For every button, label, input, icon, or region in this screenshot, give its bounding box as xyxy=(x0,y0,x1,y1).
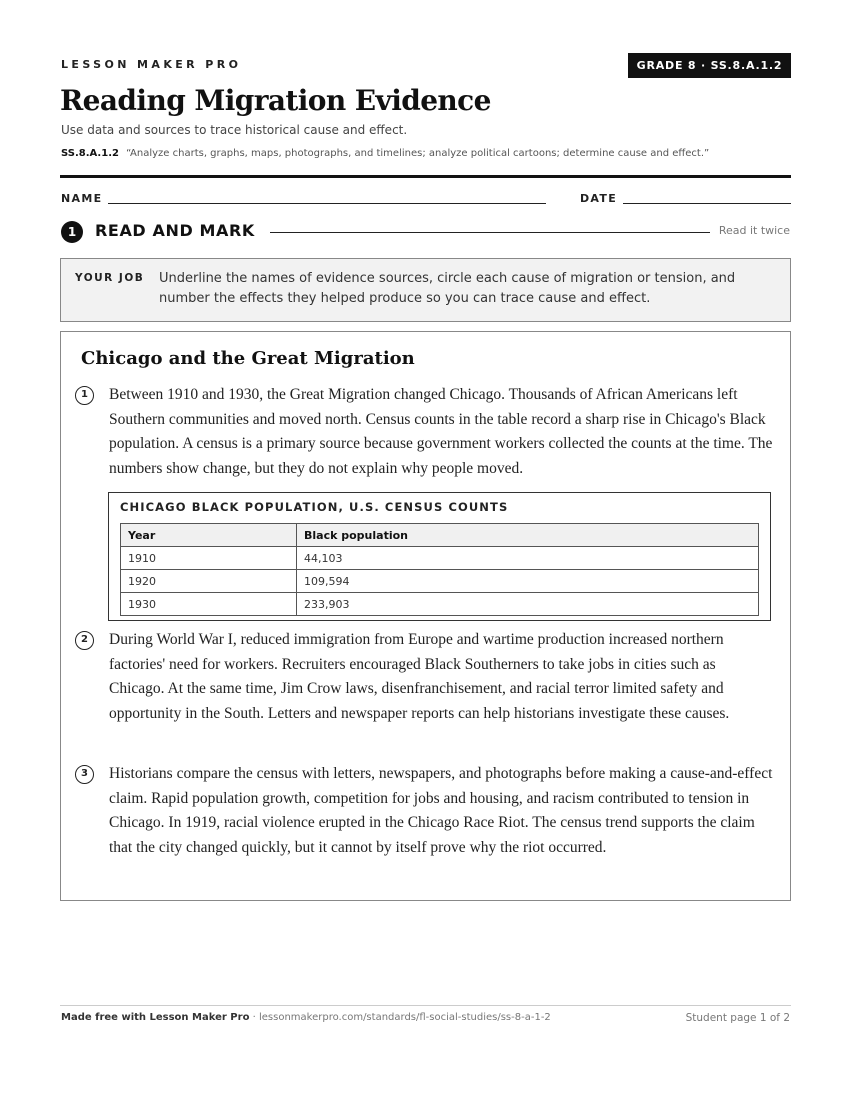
table-cell-year: 1910 xyxy=(121,547,297,570)
paragraph-text[interactable]: Between 1910 and 1930, the Great Migration changed Chicago. Thousands of African Americans left Southern communities and moved north. Census counts in the table record a sharp rise in Chicago's Black population. A census is a primary source because government workers collected the counts at the time. The numbers show change, but they do not explain why people moved. xyxy=(109,386,773,477)
your-job-label: YOUR JOB xyxy=(75,272,145,284)
census-table xyxy=(120,523,759,616)
table-cell-year: 1920 xyxy=(121,570,297,593)
brand-name: LESSON MAKER PRO xyxy=(61,58,242,71)
page-title: Reading Migration Evidence xyxy=(60,84,491,117)
table-cell-year: 1930 xyxy=(121,593,297,616)
footer-url[interactable]: · lessonmakerpro.com/standards/fl-social-studies/ss-8-a-1-2 xyxy=(249,1012,551,1023)
paragraph-number-badge: 3 xyxy=(75,765,94,784)
your-job-box xyxy=(60,258,791,322)
column-header-year: Year xyxy=(121,524,297,547)
standard-code: SS.8.A.1.2 xyxy=(61,148,119,159)
date-label: DATE xyxy=(580,192,618,205)
table-cell-population: 44,103 xyxy=(297,547,759,570)
standard-line xyxy=(61,148,709,159)
table-cell-population: 233,903 xyxy=(297,593,759,616)
footer-page-number: Student page 1 of 2 xyxy=(685,1012,790,1024)
table-row xyxy=(121,547,759,570)
grade-badge: GRADE 8 · SS.8.A.1.2 xyxy=(628,53,791,78)
table-row xyxy=(121,593,759,616)
column-header-population: Black population xyxy=(297,524,759,547)
table-row xyxy=(121,570,759,593)
paragraph-number-badge: 2 xyxy=(75,631,94,650)
section-number-badge: 1 xyxy=(61,221,83,243)
reading-passage xyxy=(60,331,791,901)
footer-credit xyxy=(61,1012,551,1023)
page-subtitle: Use data and sources to trace historical cause and effect. xyxy=(61,123,408,137)
footer-divider xyxy=(60,1005,791,1006)
passage-title: Chicago and the Great Migration xyxy=(81,348,415,369)
table-header-row xyxy=(121,524,759,547)
date-field[interactable] xyxy=(623,203,791,204)
name-label: NAME xyxy=(61,192,103,205)
section-divider xyxy=(270,232,710,233)
header-divider xyxy=(60,175,791,178)
paragraph-text[interactable]: Historians compare the census with letters, newspapers, and photographs before making a cause-and-effect claim. Rapid population growth, competition for jobs and housing, and racism contributed to tension in Chicago. In 1919, racial violence erupted in the Chicago Race Riot. The census trend supports the claim that the city changed quickly, but it cannot by itself prove why the riot occurred. xyxy=(109,765,773,856)
table-cell-population: 109,594 xyxy=(297,570,759,593)
section-note: Read it twice xyxy=(718,224,790,237)
footer-made-with: Made free with Lesson Maker Pro xyxy=(61,1012,250,1023)
paragraph-text[interactable]: During World War I, reduced immigration from Europe and wartime production increased northern factories' need for workers. Recruiters encouraged Black Southerners to take jobs in cities such as Chicago. At the same time, Jim Crow laws, disenfranchisement, and racial terror limited safety and opportunity in the South. Letters and newspaper reports can help historians investigate these causes. xyxy=(109,631,730,722)
your-job-instructions: Underline the names of evidence sources, circle each cause of migration or tension, and number the effects they helped produce so you can trace cause and effect. xyxy=(159,271,736,306)
table-caption: CHICAGO BLACK POPULATION, U.S. CENSUS COUNTS xyxy=(120,500,509,514)
census-table-box xyxy=(108,492,771,621)
name-field[interactable] xyxy=(108,203,546,204)
section-title: READ AND MARK xyxy=(95,221,255,240)
standard-text: “Analyze charts, graphs, maps, photographs, and timelines; analyze political cartoons; determine cause and effect.” xyxy=(126,148,710,159)
paragraph-number-badge: 1 xyxy=(75,386,94,405)
